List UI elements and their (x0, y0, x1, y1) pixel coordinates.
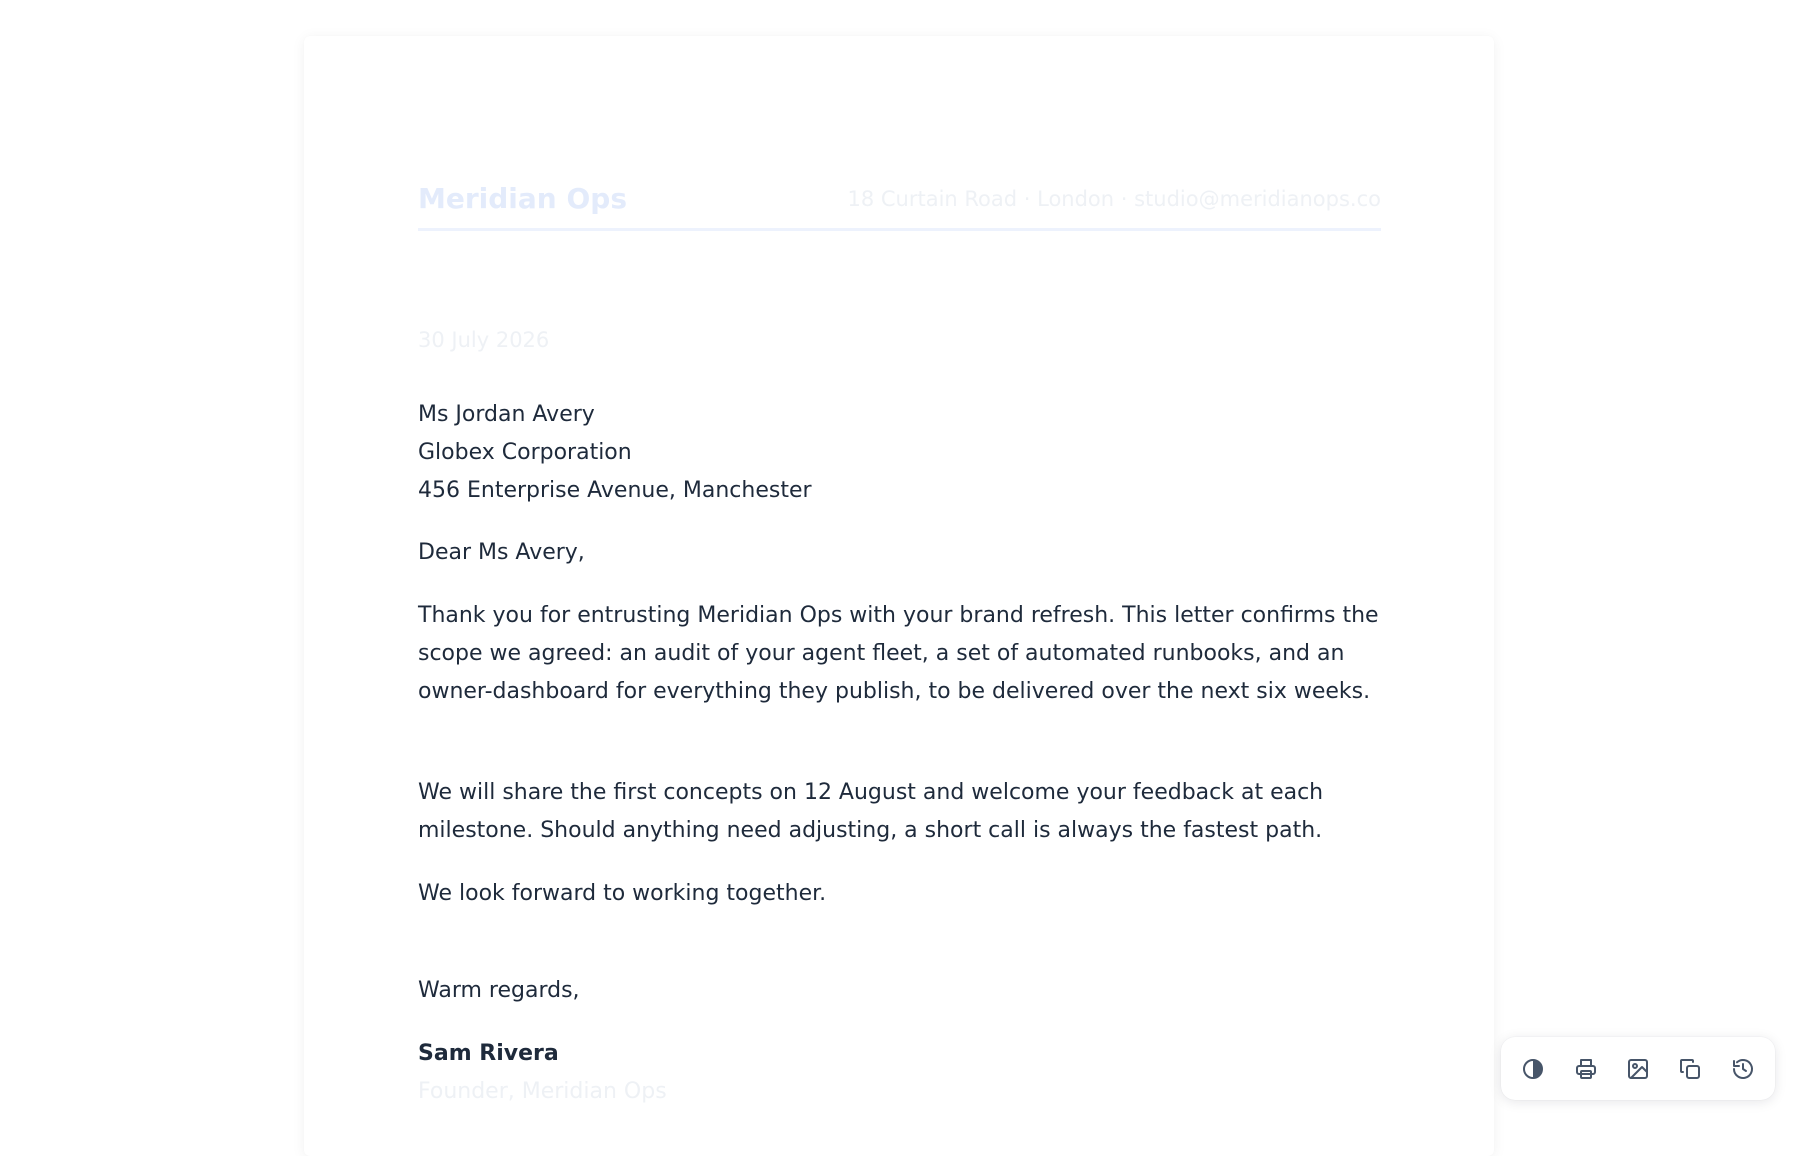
copy-button[interactable] (1668, 1047, 1712, 1091)
image-button[interactable] (1616, 1047, 1660, 1091)
copy-icon (1678, 1057, 1702, 1081)
closing: Warm regards, (418, 978, 580, 1003)
signer-name: Sam Rivera (418, 1041, 559, 1066)
print-icon (1574, 1057, 1598, 1081)
history-button[interactable] (1721, 1047, 1765, 1091)
recipient-address: 456 Enterprise Avenue, Manchester (418, 478, 812, 503)
letter-date: 30 July 2026 (418, 328, 550, 352)
recipient-name: Ms Jordan Avery (418, 402, 595, 427)
contrast-button[interactable] (1511, 1047, 1555, 1091)
body-paragraph: We will share the first concepts on 12 August and welcome your feedback at each milestone. Should anything need adjusting, a short call is always the fastest path. (418, 780, 1324, 843)
print-button[interactable] (1564, 1047, 1608, 1091)
history-icon (1731, 1057, 1755, 1081)
sender-contact: 18 Curtain Road · London · studio@meridianops.co (847, 187, 1381, 211)
image-icon (1626, 1057, 1650, 1081)
recipient-company: Globex Corporation (418, 440, 632, 465)
salutation: Dear Ms Avery, (418, 540, 585, 565)
recipient-block (418, 396, 812, 510)
floating-toolbar (1501, 1037, 1775, 1100)
body-paragraph: Thank you for entrusting Meridian Ops with your brand refresh. This letter confirms the scope we agreed: an audit of your agent fleet, a set of automated runbooks, and an owner-dashboard for everything they publish, to be delivered over the next six weeks. (418, 603, 1379, 704)
letter-page (304, 36, 1494, 1156)
body-paragraph: We look forward to working together. (418, 881, 827, 906)
signer-title: Founder, Meridian Ops (418, 1079, 667, 1104)
letterhead (418, 166, 1381, 231)
contrast-icon (1521, 1057, 1545, 1081)
brand-name: Meridian Ops (418, 182, 627, 215)
